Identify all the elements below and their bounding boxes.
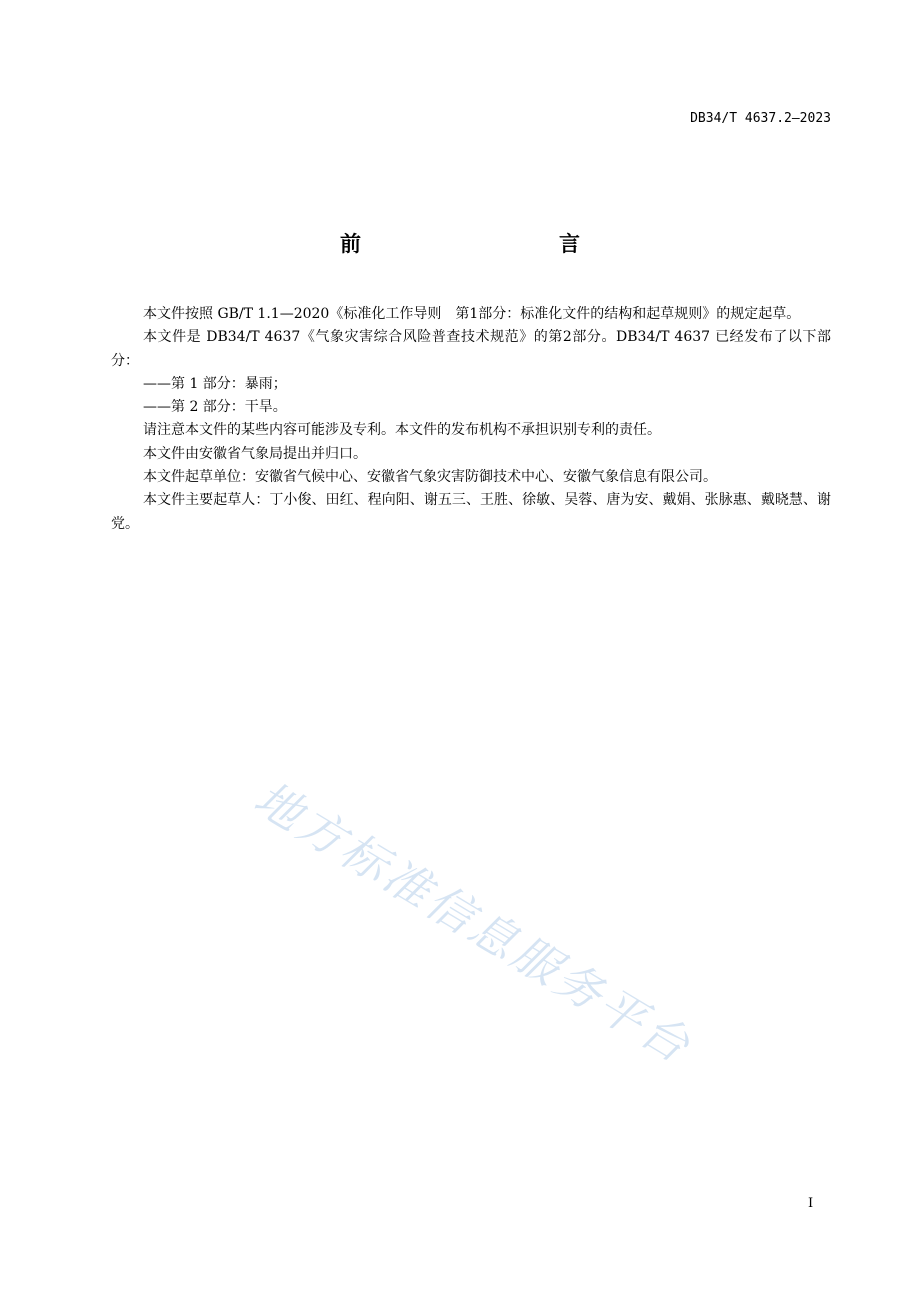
- paragraph-patent-notice: 请注意本文件的某些内容可能涉及专利。本文件的发布机构不承担识别专利的责任。: [143, 422, 661, 439]
- list-item-part-1: ——第 1 部分：暴雨；: [143, 375, 287, 392]
- document-code: DB34/T 4637.2—2023: [690, 111, 831, 126]
- page-title: 前 言: [340, 232, 632, 256]
- list-item-part-2: ——第 2 部分：干旱。: [143, 399, 287, 416]
- paragraph-drafting-rules: 本文件按照 GB/T 1.1—2020《标准化工作导则 第1部分：标准化文件的结构和起草规则》的规定起草。: [143, 306, 801, 322]
- paragraph-drafters: 本文件主要起草人：丁小俊、田红、程向阳、谢五三、王胜、徐敏、吴蓉、唐为安、戴娟、张脉惠、戴晓慧、谢党。: [111, 492, 831, 532]
- paragraph-series-info: 本文件是 DB34/T 4637《气象灾害综合风险普查技术规范》的第2部分。DB34/T 4637 已经发布了以下部分：: [111, 329, 831, 369]
- paragraph-drafting-units: 本文件起草单位：安徽省气候中心、安徽省气象灾害防御技术中心、安徽气象信息有限公司。: [143, 469, 717, 486]
- page-number: I: [808, 1196, 814, 1211]
- watermark: 地方标准信息服务平台: [245, 770, 702, 1075]
- preface-body: [111, 303, 831, 536]
- paragraph-proposer: 本文件由安徽省气象局提出并归口。: [143, 445, 367, 462]
